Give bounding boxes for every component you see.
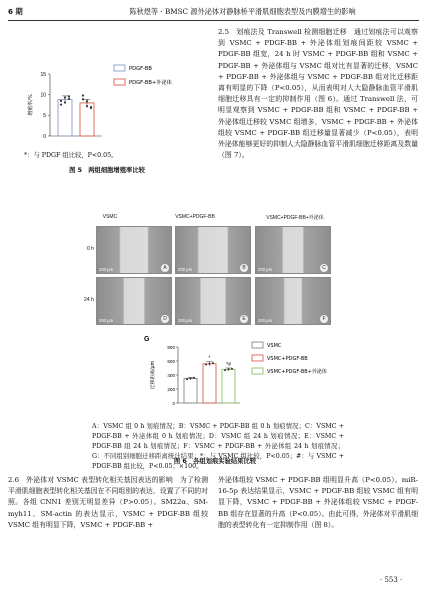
data-point <box>82 98 84 100</box>
panel-letter: B <box>240 264 248 272</box>
y-axis-label: 增殖率/% <box>28 94 34 116</box>
y-tick-label: 600 <box>167 358 175 364</box>
section-2-6-continued-text: 外泌体组较 VSMC + PDGF-BB 组明显升高（P<0.05）。miR-16-5p 表达结果显示，VSMC + PDGF-BB 组较 VSMC 组有明显下降，VSMC + PDGF-BB + 外泌体组较 VSMC + PDGF-BB 组存在显著的升高（P<0.05）。由此可得，外泌体对平滑肌细胞的表型转化有一定抑制作用（图 8）。 <box>218 476 418 529</box>
scratch-image-c <box>255 226 331 274</box>
data-point <box>64 96 66 98</box>
page-number: · 553 · <box>380 576 403 584</box>
data-point <box>205 364 207 366</box>
scratch-image-b <box>175 226 251 274</box>
data-point <box>209 363 211 365</box>
data-point <box>231 368 233 370</box>
data-point <box>82 94 84 96</box>
row-label-0h: 0 h <box>87 246 94 252</box>
scale-bar-label: 200 μm <box>258 318 273 323</box>
legend-label: VSMC+PDGF-BB <box>267 356 308 362</box>
legend-label: PDGF-BB+外泌体 <box>129 80 172 86</box>
scratch-image-a <box>96 226 172 274</box>
data-point <box>86 100 88 102</box>
row-label-24h: 24 h <box>84 297 94 303</box>
bar <box>203 364 216 403</box>
legend-swatch <box>252 355 263 361</box>
y-axis-label: 迁移距离/μm <box>151 360 156 390</box>
data-point <box>60 103 62 105</box>
legend-label: PDGF-BB <box>129 66 152 72</box>
y-tick-label: 800 <box>167 344 175 350</box>
significance-mark: *# <box>226 362 231 368</box>
legend-swatch <box>114 79 125 85</box>
panel-letter: A <box>161 264 169 272</box>
y-tick-label: 5 <box>43 113 46 120</box>
figure6-legend-text: A：VSMC 组 0 h 划痕情况；B：VSMC + PDGF-BB 组 0 h 划痕情况；C：VSMC + PDGF-BB + 外泌体组 0 h 划痕情况；D：VSMC 组 24 h 划痕情况；E：VSMC + PDGF-BB 组 24 h 划痕情况；F：VSMC + PDGF-BB + 外泌体组 24 h 划痕情况；G：不同组别细胞迁移距离统计结果；*：与 VSMC 组比较，P<0.05；#：与 VSMC + PDGF-BB 组比较，P<0.05；×100。 <box>92 423 344 470</box>
scratch-image-e <box>175 277 251 325</box>
running-header <box>8 7 419 19</box>
panel-letter: D <box>161 315 169 323</box>
scale-bar-label: 200 μm <box>99 318 114 323</box>
legend-swatch <box>252 342 263 348</box>
figure6-caption: 图 6 各组划痕实验结果比较 <box>173 458 257 465</box>
data-point <box>212 362 214 364</box>
data-point <box>190 378 192 380</box>
col-label-vsmc-pdgf-exo: VSMC+PDGF-BB+外泌体 <box>266 215 324 221</box>
data-point <box>86 105 88 107</box>
data-point <box>64 101 66 103</box>
data-point <box>60 100 62 102</box>
legend-label: VSMC <box>267 343 282 349</box>
scratch-image-f <box>255 277 331 325</box>
running-title: 陈秋煜等 · BMSC 源外泌体对静脉桥平滑肌细胞表型及内膜增生的影响 <box>129 7 356 16</box>
bar <box>184 379 197 404</box>
col-label-vsmc-pdgf: VSMC+PDGF-BB <box>175 214 215 220</box>
scratch-image-d <box>96 277 172 325</box>
scale-bar-label: 200 μm <box>178 267 193 272</box>
data-point <box>68 95 70 97</box>
col-label-vsmc: VSMC <box>102 214 118 220</box>
legend-swatch <box>252 368 263 374</box>
significance-mark: * <box>208 355 211 362</box>
data-point <box>224 369 226 371</box>
panel-letter: F <box>320 315 328 323</box>
figure5-caption: 图 5 两组细胞增殖率比较 <box>69 167 145 174</box>
figure5-note: *：与 PDGF 组比较，P<0.05。 <box>24 152 118 159</box>
bar <box>222 369 235 403</box>
y-tick-label: 400 <box>167 372 175 378</box>
y-tick-label: 15 <box>40 71 46 78</box>
scale-bar-label: 200 μm <box>99 267 114 272</box>
legend-label: VSMC+PDGF-BB+外泌体 <box>267 369 327 375</box>
figure5-chart <box>22 60 192 148</box>
section-2-6-text: 2.6 外泌体对 VSMC 表型转化相关基因表达的影响 为了检测平滑肌细胞表型转化相关基因在不同组别的表达，设置了不同的对照。各组 CNN1 差别无明显差异（P>0.05）。SM22α、SM-myh11、SM-actin 的表达显示，VSMC + PDGF-BB 组较 VSMC 组有明显下降，VSMC + PDGF-BB + <box>8 476 208 529</box>
data-point <box>186 378 188 380</box>
y-tick-label: 0 <box>172 400 175 406</box>
panel-letter-g: G <box>144 336 150 343</box>
scale-bar-label: 200 μm <box>258 267 273 272</box>
data-point <box>193 377 195 379</box>
figure6g-svg <box>140 333 410 413</box>
data-point <box>90 106 92 108</box>
panel-letter: C <box>320 264 328 272</box>
figure5-svg <box>22 60 192 148</box>
data-point <box>228 368 230 370</box>
header-rule <box>8 20 419 21</box>
y-tick-label: 200 <box>167 386 175 392</box>
y-tick-label: 0 <box>43 133 46 140</box>
scale-bar-label: 200 μm <box>178 318 193 323</box>
section-2-5-text: 2.5 划痕法及 Transwell 检测细胞迁移 通过划痕法可以观察到 VSMC + PDGF-BB + 外泌体组划痕间距较 VSMC + PDGF-BB 组宽，24 h 时 VSMC + PDGF-BB 组和 VSMC + PDGF-BB + 外泌体组与 VSMC 组对比有显著的迁移，VSMC + PDGF-BB + 外泌体组与 VSMC + PDGF-BB 组对比迁移距离有明显的下降（P<0.05），从而表明对人大隐静脉血管平滑肌细胞迁移具有一定的抑制作用（图 6）。通过 Transwell 法，可明显观察到 VSMC + PDGF-BB 组和 VSMC + PDGF-BB + 外泌体组迁移较 VSMC 组增多，VSMC + PDGF-BB + 外泌体组较 VSMC + PDGF-BB 组迁移量显著减少（P<0.05），表明外泌体能够更好的抑制人大隐静脉血管平滑肌细胞迁移距离及数量（图 7）。 <box>218 28 418 160</box>
y-tick-label: 10 <box>40 92 46 99</box>
legend-swatch <box>114 65 125 71</box>
issue-label: 6 期 <box>8 7 23 16</box>
panel-letter: E <box>240 315 248 323</box>
data-point <box>68 98 70 100</box>
figure6g-chart <box>140 333 410 413</box>
